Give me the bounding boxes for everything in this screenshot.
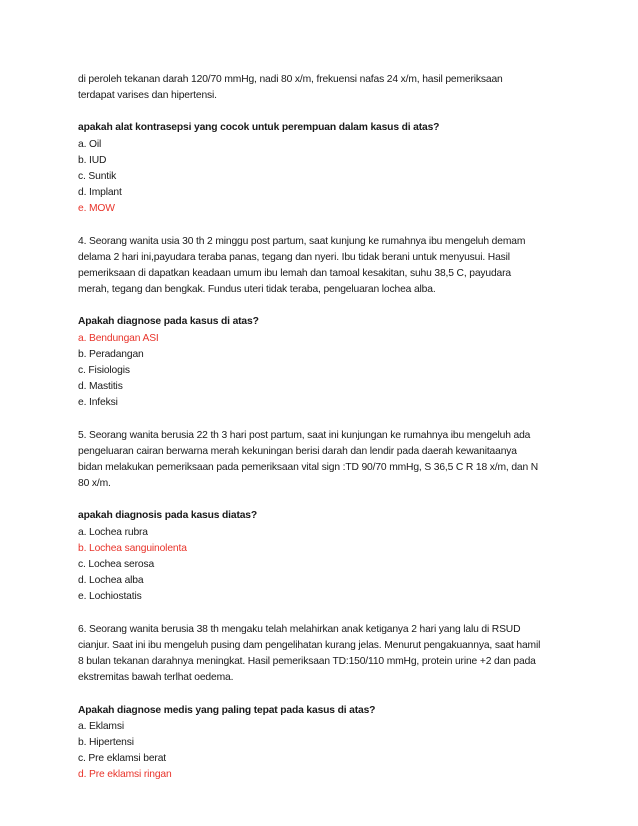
option-e-answer: e. MOW bbox=[78, 203, 115, 215]
case-block-6 bbox=[78, 622, 568, 687]
paragraph-line: bidan melakukan pemeriksaan pada pemeriksaan vital sign :TD 90/70 mmHg, S 36,5 C R 18 x/m, dan N bbox=[78, 462, 539, 474]
paragraph-line: delama 2 hari ini,payudara teraba panas, tegang dan nyeri. Ibu tidak berani untuk menyusui. Hasil bbox=[78, 251, 510, 263]
paragraph-line: 8 bulan tekanan darahnya meningkat. Hasil pemeriksaan TD:150/110 mmHg, protein urine +2 dan pada bbox=[78, 656, 536, 668]
question-block-5 bbox=[78, 508, 568, 605]
question-block-6 bbox=[78, 703, 568, 784]
question-text: Apakah diagnose pada kasus di atas? bbox=[78, 316, 259, 328]
paragraph-line: ekstremitas bawah terlhat oedema. bbox=[78, 672, 234, 684]
option-c: c. Suntik bbox=[78, 171, 117, 183]
option-a-answer: a. Bendungan ASI bbox=[78, 332, 159, 344]
option-b: b. IUD bbox=[78, 154, 107, 166]
paragraph-line: merah, tegang dan bengkak. Fundus uteri tidak teraba, pengeluaran lochea alba. bbox=[78, 284, 436, 296]
paragraph-line: 80 x/m. bbox=[78, 478, 111, 490]
paragraph-line: pengeluaran cairan berwarna merah kekuningan berisi darah dan lendir pada daerah kewanitaanya bbox=[78, 445, 517, 457]
question-block-4 bbox=[78, 314, 568, 411]
option-b: b. Hipertensi bbox=[78, 736, 134, 748]
option-d-answer: d. Pre eklamsi ringan bbox=[78, 769, 172, 781]
option-d: d. Mastitis bbox=[78, 381, 123, 393]
option-b-answer: b. Lochea sanguinolenta bbox=[78, 542, 187, 554]
paragraph-line: 5. Seorang wanita berusia 22 th 3 hari post partum, saat ini kunjungan ke rumahnya ibu mengeluh ada bbox=[78, 429, 531, 441]
case-block-4 bbox=[78, 234, 568, 299]
option-e: e. Lochiostatis bbox=[78, 591, 142, 603]
option-b: b. Peradangan bbox=[78, 348, 144, 360]
question-text: apakah alat kontrasepsi yang cocok untuk perempuan dalam kasus di atas? bbox=[78, 122, 440, 134]
paragraph-line: 6. Seorang wanita berusia 38 th mengaku telah melahirkan anak ketiganya 2 hari yang lalu di RSUD bbox=[78, 623, 521, 635]
question-text: Apakah diagnose medis yang paling tepat pada kasus di atas? bbox=[78, 704, 376, 716]
question-text: apakah diagnosis pada kasus diatas? bbox=[78, 510, 258, 522]
paragraph-line: terdapat varises dan hipertensi. bbox=[78, 90, 217, 102]
paragraph-line: 4. Seorang wanita usia 30 th 2 minggu post partum, saat kunjung ke rumahnya ibu mengeluh demam bbox=[78, 235, 526, 247]
document-page bbox=[78, 72, 568, 784]
option-a: a. Eklamsi bbox=[78, 720, 124, 732]
paragraph-line: pemeriksaan di dapatkan keadaan umum ibu lemah dan tamoal kesakitan, suhu 38,5 C, payudara bbox=[78, 268, 511, 280]
question-block-3 bbox=[78, 120, 568, 217]
option-e: e. Infeksi bbox=[78, 397, 118, 409]
option-d: d. Implant bbox=[78, 187, 122, 199]
option-a: a. Oil bbox=[78, 138, 102, 150]
option-d: d. Lochea alba bbox=[78, 575, 144, 587]
paragraph-line: di peroleh tekanan darah 120/70 mmHg, nadi 80 x/m, frekuensi nafas 24 x/m, hasil pemeriksaan bbox=[78, 74, 503, 85]
option-a: a. Lochea rubra bbox=[78, 526, 148, 538]
option-c: c. Pre eklamsi berat bbox=[78, 753, 166, 765]
paragraph-line: cianjur. Saat ini ibu mengeluh pusing dam pengelihatan kurang jelas. Menurut pengakuannya, saat hamil bbox=[78, 639, 541, 651]
option-c: c. Lochea serosa bbox=[78, 559, 155, 571]
option-c: c. Fisiologis bbox=[78, 365, 130, 377]
case-block-5 bbox=[78, 428, 568, 493]
case-text-continuation bbox=[78, 72, 568, 104]
